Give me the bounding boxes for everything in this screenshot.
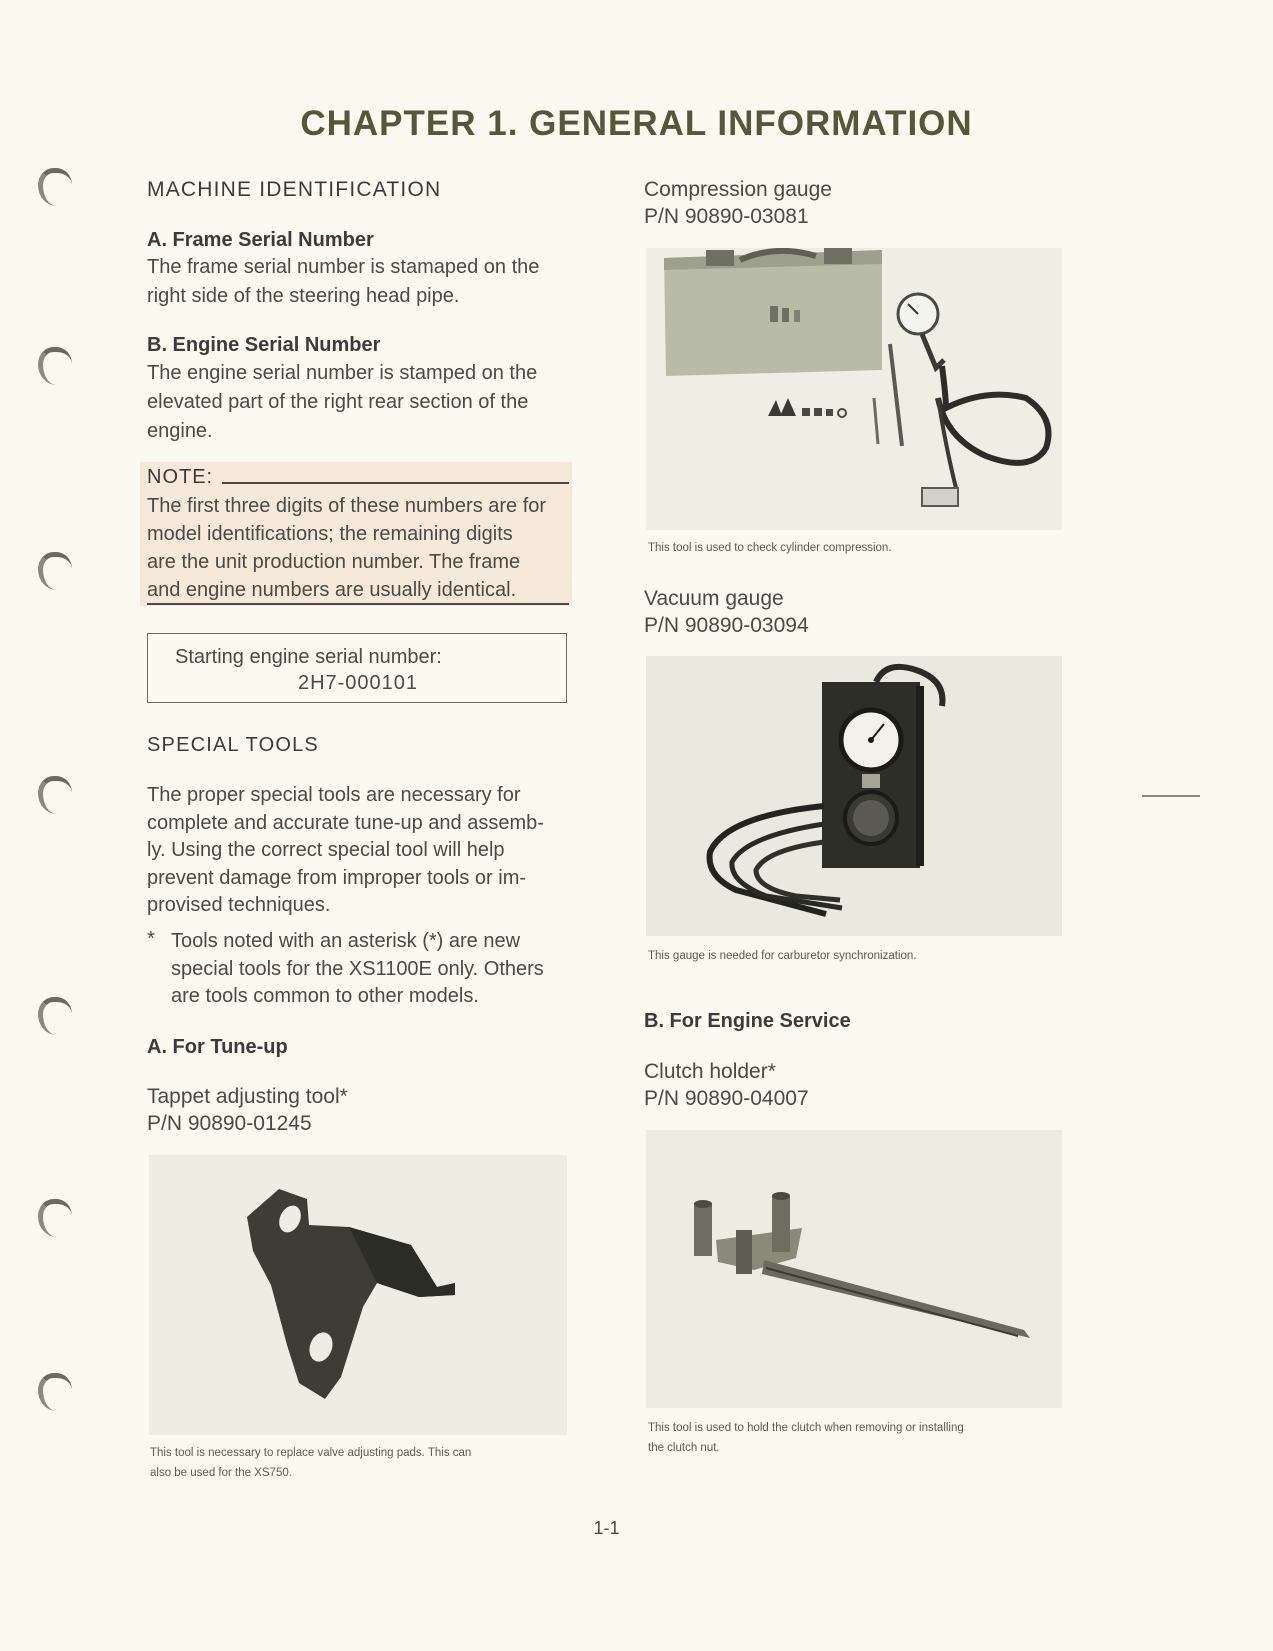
vacuum-gauge-illustration xyxy=(646,656,1062,936)
binder-hole xyxy=(38,776,72,814)
caption-line: also be used for the XS750. xyxy=(150,1467,292,1479)
note-label: NOTE: xyxy=(147,466,214,488)
engine-serial-text xyxy=(147,359,569,446)
page-title: CHAPTER 1. GENERAL INFORMATION xyxy=(300,104,973,143)
text-line: engine. xyxy=(147,420,213,442)
tappet-tool-illustration xyxy=(149,1155,567,1435)
note-rule xyxy=(222,482,569,484)
tappet-tool-caption xyxy=(150,1443,471,1483)
special-tools-text xyxy=(147,782,569,920)
text-line: The first three digits of these numbers are for xyxy=(147,495,547,517)
text-line: Tools noted with an asterisk (*) are new xyxy=(171,930,521,952)
caption-line: This tool is necessary to replace valve adjusting pads. This can xyxy=(150,1447,472,1459)
frame-serial-heading: A. Frame Serial Number xyxy=(147,229,374,251)
text-line: are tools common to other models. xyxy=(171,985,479,1007)
clutch-holder-caption xyxy=(648,1418,964,1458)
text-line: right side of the steering head pipe. xyxy=(147,285,460,307)
clutch-holder-name: Clutch holder* xyxy=(644,1060,776,1083)
caption-line: This tool is used to hold the clutch when removing or installing xyxy=(648,1422,964,1434)
compression-gauge-caption: This tool is used to check cylinder compression. xyxy=(648,542,892,554)
caption-line: the clutch nut. xyxy=(648,1442,720,1454)
asterisk-note xyxy=(171,928,571,1011)
tappet-tool-part-number: P/N 90890-01245 xyxy=(147,1112,312,1135)
clutch-holder-photo xyxy=(646,1130,1062,1408)
text-line: The proper special tools are necessary for xyxy=(147,784,521,806)
text-line: provised techniques. xyxy=(147,894,331,916)
margin-rule xyxy=(1142,795,1200,797)
page-number: 1-1 xyxy=(593,1518,620,1538)
serial-number-value: 2H7-000101 xyxy=(297,672,419,694)
note-text xyxy=(147,492,569,604)
vacuum-gauge-caption: This gauge is needed for carburetor synchronization. xyxy=(648,950,917,962)
vacuum-gauge-photo xyxy=(646,656,1062,936)
text-line: special tools for the XS1100E only. Others xyxy=(171,957,544,980)
text-line: The frame serial number is stamaped on the xyxy=(147,256,540,278)
vacuum-gauge-name: Vacuum gauge xyxy=(644,587,784,610)
serial-number-box xyxy=(147,633,567,703)
text-line: The engine serial number is stamped on the xyxy=(147,362,538,384)
binder-hole xyxy=(38,1373,72,1411)
vacuum-gauge-part-number: P/N 90890-03094 xyxy=(644,614,809,637)
note-bottom-rule xyxy=(147,603,569,605)
engine-serial-heading: B. Engine Serial Number xyxy=(147,334,381,356)
compression-gauge-illustration xyxy=(646,248,1062,530)
clutch-holder-part-number: P/N 90890-04007 xyxy=(644,1087,809,1110)
engine-service-heading: B. For Engine Service xyxy=(644,1010,851,1032)
binder-hole xyxy=(38,168,72,206)
text-line: prevent damage from improper tools or im- xyxy=(147,866,527,889)
binder-hole xyxy=(38,1199,72,1237)
tune-up-heading: A. For Tune-up xyxy=(147,1036,288,1058)
compression-gauge-photo xyxy=(646,248,1062,530)
binder-hole xyxy=(38,347,72,385)
text-line: are the unit production number. The frame xyxy=(147,551,521,573)
tappet-tool-photo xyxy=(149,1155,567,1435)
text-line: and engine numbers are usually identical. xyxy=(147,579,517,601)
compression-gauge-part-number: P/N 90890-03081 xyxy=(644,205,809,228)
text-line: model identifications; the remaining digits xyxy=(147,523,513,545)
text-line: elevated part of the right rear section of the xyxy=(147,391,529,413)
frame-serial-text xyxy=(147,253,569,311)
asterisk-bullet: * xyxy=(147,928,155,950)
serial-number-label: Starting engine serial number: xyxy=(175,646,442,668)
tappet-tool-name: Tappet adjusting tool* xyxy=(147,1085,348,1108)
binder-hole xyxy=(38,552,72,590)
clutch-holder-illustration xyxy=(646,1130,1062,1408)
machine-identification-heading: MACHINE IDENTIFICATION xyxy=(147,178,442,201)
text-line: complete and accurate tune-up and assemb- xyxy=(147,811,544,834)
binder-hole xyxy=(38,997,72,1035)
special-tools-heading: SPECIAL TOOLS xyxy=(147,734,319,756)
compression-gauge-name: Compression gauge xyxy=(644,178,832,201)
text-line: ly. Using the correct special tool will help xyxy=(147,839,505,861)
